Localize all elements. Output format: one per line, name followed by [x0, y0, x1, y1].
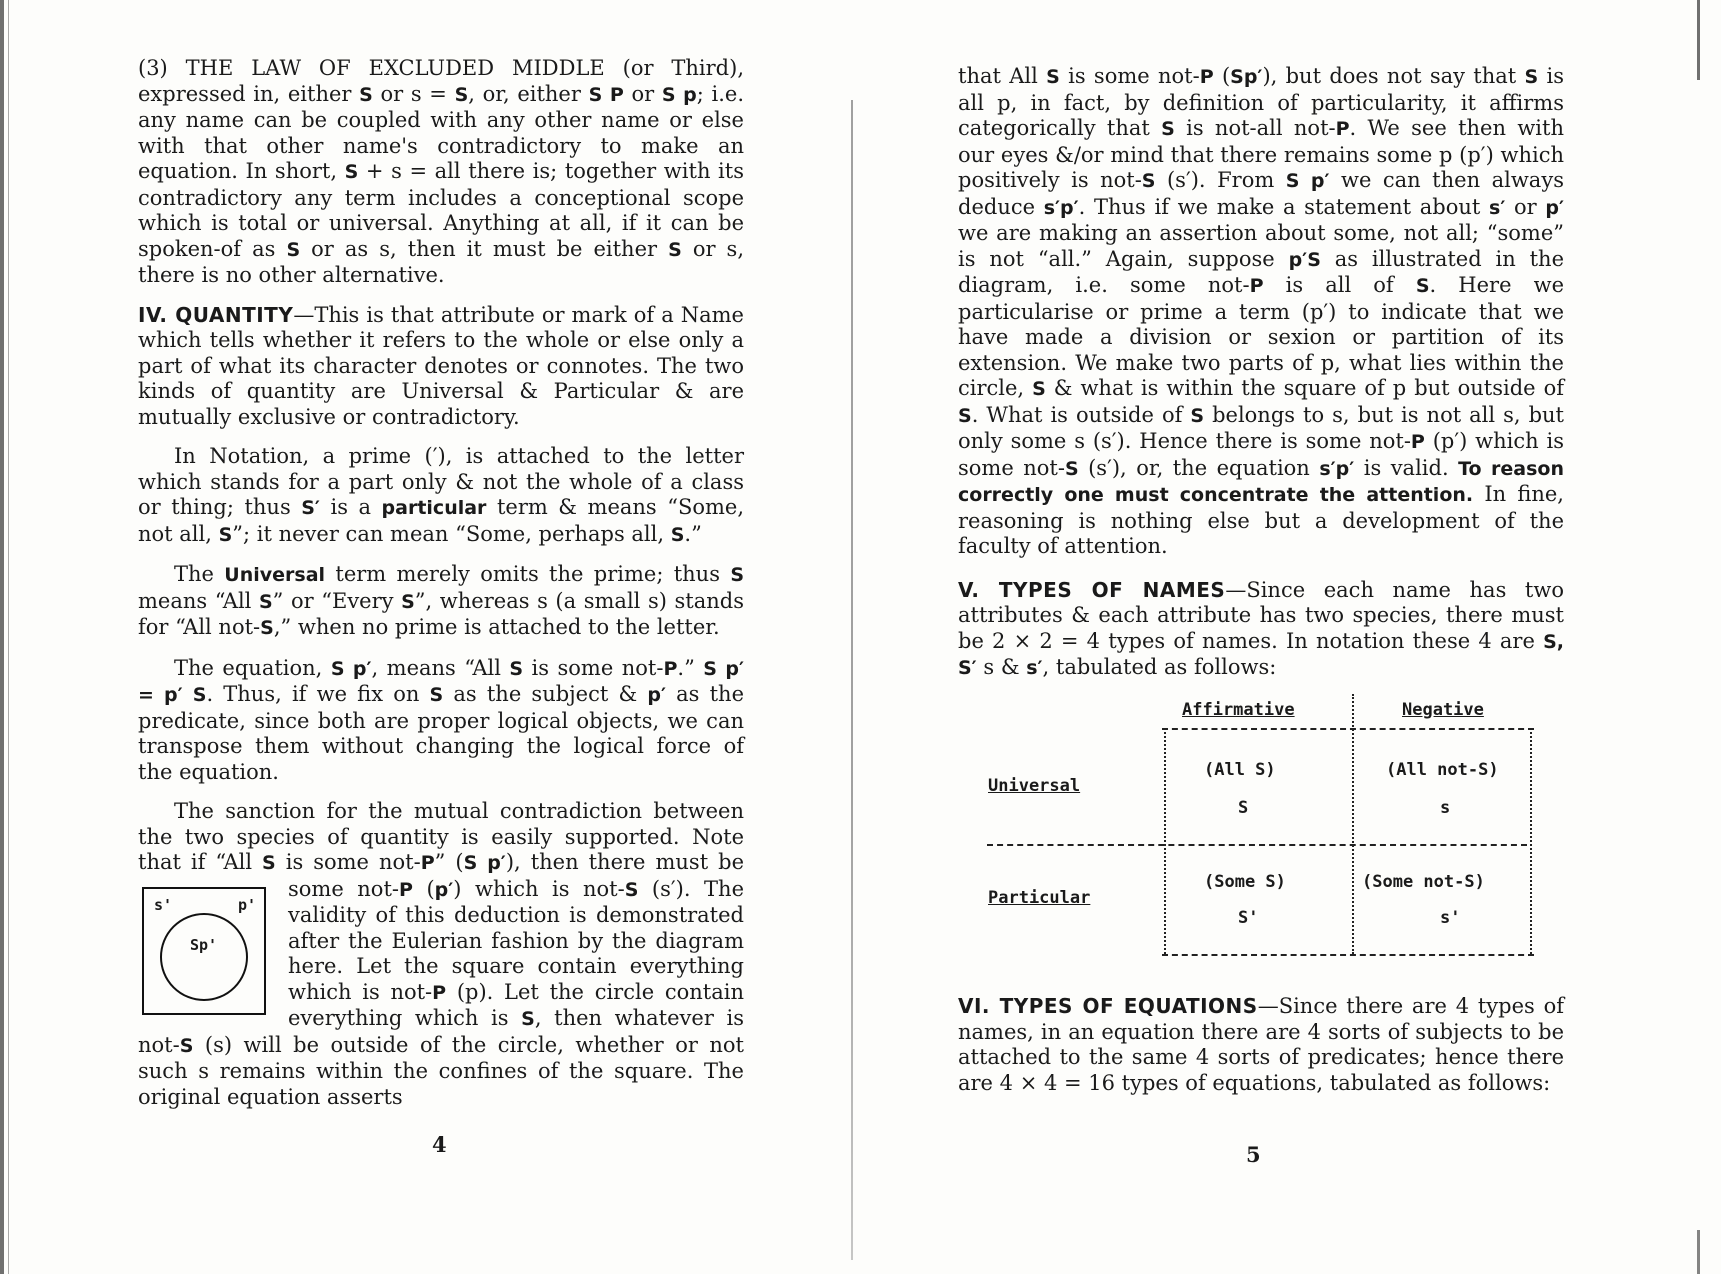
sanction-paragraph: The sanction for the mutual contradiction between the two species of quantity is easily supported. Note that if “All S is some not-P” (S p′), then there must be some not- s' p' Sp' P (p′) which is not-S (s′). The validity of this deduction is demonstrated after the Eulerian fashion by the diagram here. Let the square contain everything which is not-P (p). Let the circle contain everything which is S, then whatever is not-S (s) will be outside of the circle, whether or not such s remains within the confines of the square. The original equation asserts [138, 799, 745, 1109]
table-center-rule [1352, 694, 1354, 954]
table-bottom-rule [1162, 954, 1534, 956]
diagram-corner-right: p' [237, 895, 256, 914]
cell-particular-affirmative-desc: (Some S) [1204, 872, 1286, 892]
universal-paragraph: The Universal term merely omits the prime; thus S means “All S” or “Every S”, whereas s (a small s) stands for “All not-S,” when no prime is attached to the letter. [138, 562, 745, 639]
table-top-rule [1162, 728, 1534, 730]
page-number-left: 4 [432, 1132, 447, 1157]
names-table [982, 690, 1538, 960]
types-of-names-heading: V. TYPES OF NAMES [958, 577, 1226, 602]
euler-diagram [142, 887, 266, 1015]
diagram-corner-left: s' [154, 895, 173, 914]
table-right-rule [1530, 728, 1532, 954]
book-edge-left-line [8, 0, 9, 1274]
table-middle-rule [987, 844, 1527, 846]
cell-particular-negative-desc: (Some not-S) [1362, 872, 1485, 892]
continuation-paragraph: that All S is some not-P (Sp′), but does not say that S is all p, in fact, by definition of particularity, it affirms categorically that S is not-all not-P. We see then with our eyes &/or mind that there remains some p (p′) which positively is not-S (s′). From S p′ we can then always deduce s′p′. Thus if we make a statement about s′ or p′ we are making an assertion about some, not all; “some” is not “all.” Again, suppose p′S as illustrated in the diagram, i.e. some not-P is all of S. Here we particularise or prime a term (p′) to indicate that we have made a division or sexion or partition of its extension. We make two parts of p, what lies within the circle, S & what is within the square of p but outside of S. What is outside of S belongs to s, but is not all s, but only some s (s′). Hence there is some not-P (p′) which is some not-S (s′), or, the equation s′p′ is valid. To reason correctly one must concentrate the attention. In fine, reasoning is nothing else but a development of the faculty of attention. [958, 64, 1565, 558]
cell-universal-affirmative-symbol: S [1238, 798, 1249, 818]
types-of-equations-block [958, 994, 1564, 1096]
equation-paragraph: The equation, S p′, means “All S is some not-P.” S p′ = p′ S. Thus, if we fix on S as the subject & p′ as the predicate, since both are proper logical objects, we can transpose them without changing the logical force of the equation. [138, 655, 744, 784]
types-of-names-paragraph: V. TYPES OF NAMES—Since each name has two attributes & each attribute has two species, there must be 2 × 2 = 4 types of names. In notation these 4 are S, S′ s & s′, tabulated as follows: [958, 577, 1564, 679]
row-header-universal: Universal [988, 776, 1081, 796]
law-excluded-middle-paragraph: (3) THE LAW OF EXCLUDED MIDDLE (or Third), expressed in, either S or s = S, or, either S P or S p; i.e. any name can be coupled with any other name or else with that other name's contradictory to make an equation. In short, S + s = all there is; together with its contradictory any term includes a conceptional scope which is total or universal. Anything at all, if it can be spoken-of as S or as s, then it must be either S or s, there is no other alternative. [138, 56, 744, 287]
cell-universal-negative-symbol: s [1440, 798, 1451, 818]
types-of-equations-paragraph: VI. TYPES OF EQUATIONS—Since there are 4 types of names, in an equation there are 4 sorts of subjects to be attached to the same 4 sorts of predicates; hence there are 4 × 4 = 16 types of equations, tabulated as follows: [958, 994, 1564, 1095]
book-edge-left [0, 0, 4, 1274]
book-edge-right-top [1697, 0, 1700, 80]
book-edge-right-bottom [1697, 1230, 1700, 1274]
cell-particular-negative-symbol: s' [1440, 908, 1461, 928]
left-page [138, 56, 744, 1110]
cell-universal-affirmative-desc: (All S) [1204, 760, 1276, 780]
cell-universal-negative-desc: (All not-S) [1386, 760, 1499, 780]
page-number-right: 5 [1246, 1142, 1261, 1167]
quantity-paragraph: IV. QUANTITY—This is that attribute or mark of a Name which tells whether it refers to the whole or else only a part of what its character denotes or connotes. The two kinds of quantity are Universal & Particular & are mutually exclusive or contradictory. [138, 302, 744, 429]
table-left-rule [1164, 728, 1166, 954]
col-header-negative: Negative [1402, 700, 1484, 720]
col-header-affirmative: Affirmative [1182, 700, 1295, 720]
book-gutter [851, 100, 853, 1260]
quantity-heading: IV. QUANTITY [138, 302, 294, 327]
right-page [958, 64, 1564, 682]
notation-paragraph: In Notation, a prime (′), is attached to the letter which stands for a part only & not the whole of a class or thing; thus S′ is a particular term & means “Some, not all, S”; it never can mean “Some, perhaps all, S.” [138, 444, 744, 546]
types-of-equations-heading: VI. TYPES OF EQUATIONS [958, 994, 1258, 1018]
row-header-particular: Particular [988, 888, 1091, 908]
diagram-center: Sp' [190, 935, 218, 954]
cell-particular-affirmative-symbol: S' [1238, 908, 1259, 928]
